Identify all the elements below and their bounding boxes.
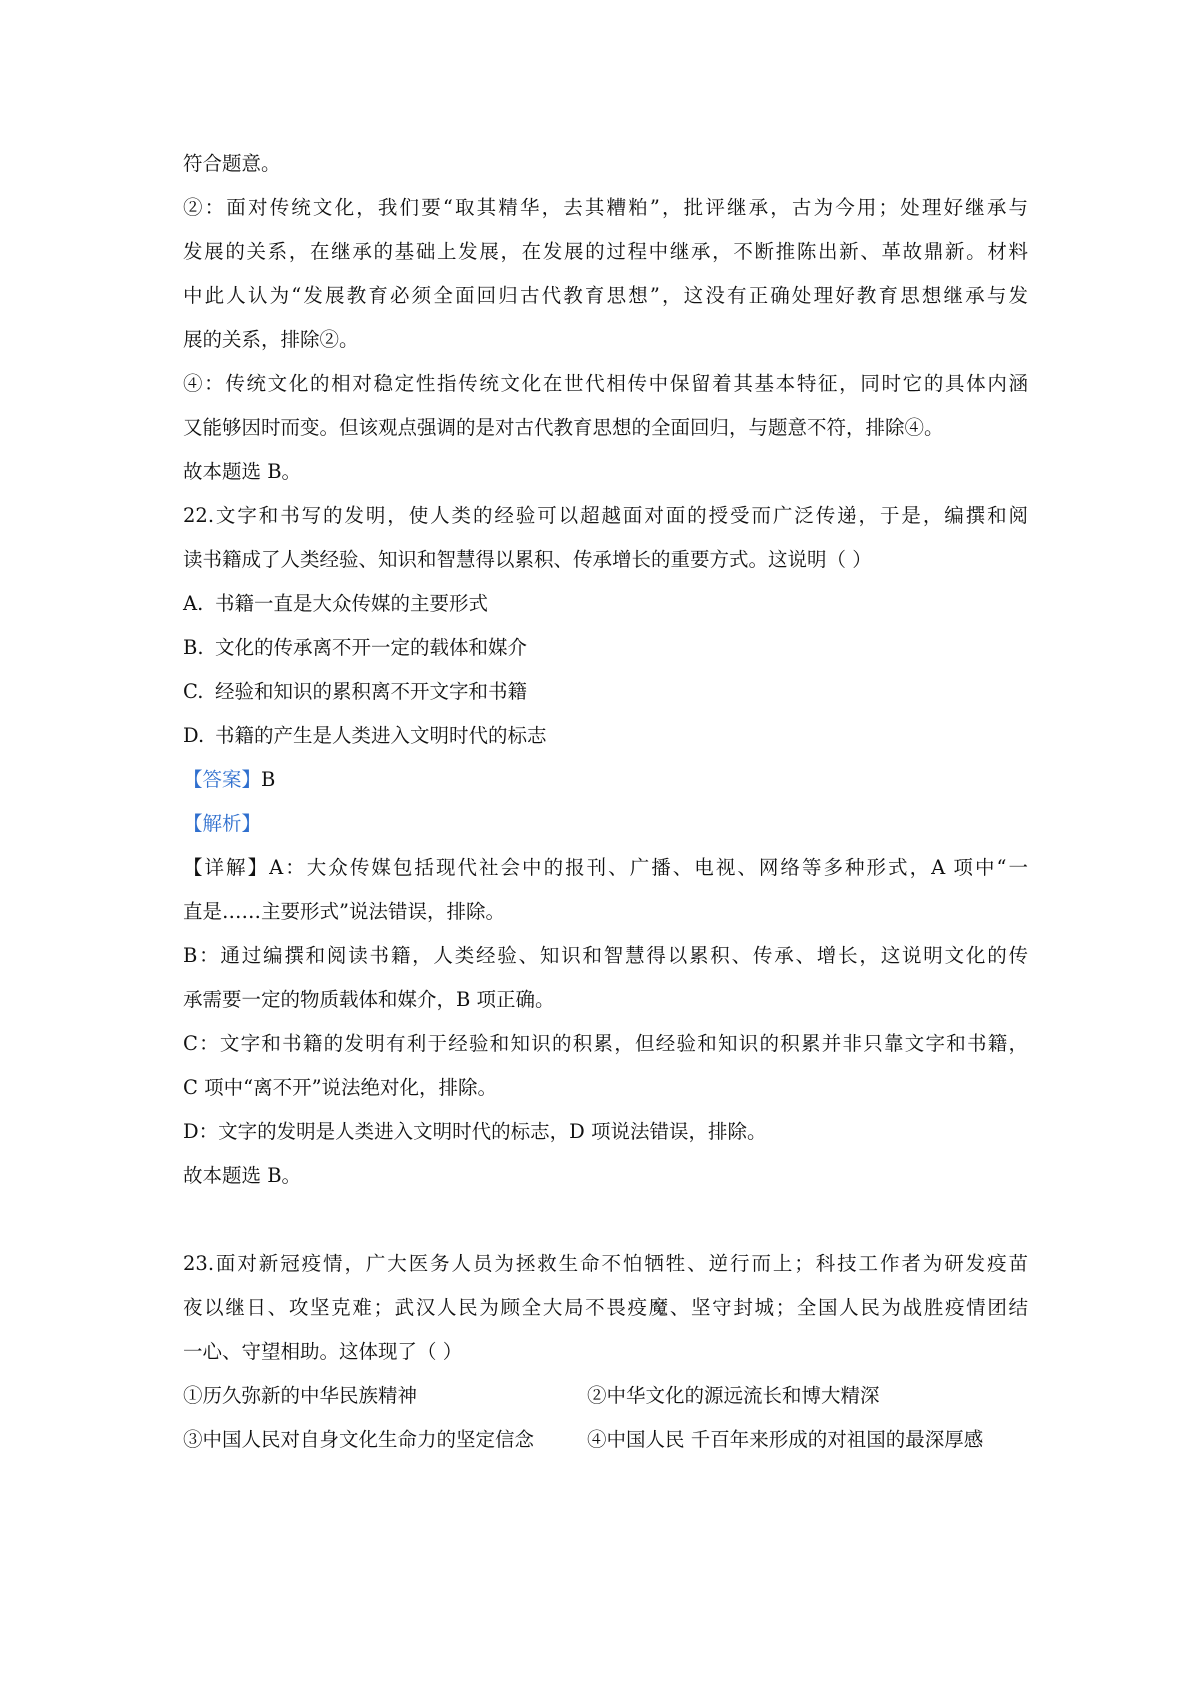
option-text: 书籍一直是大众传媒的主要形式 — [215, 592, 489, 615]
option-text: 书籍的产生是人类进入文明时代的标志 — [215, 724, 547, 747]
answer-value: B — [261, 768, 276, 791]
option-text: 经验和知识的累积离不开文字和书籍 — [215, 680, 528, 703]
q22-detail-a-line1 — [183, 854, 1028, 882]
q22-option-b — [183, 634, 1028, 662]
q21-item2-line3: 中此人认为“发展教育必须全面回归古代教育思想”，这没有正确处理好教育思想继承与发 — [183, 284, 1028, 307]
q23-stem-line3: 一心、守望相助。这体现了（ ） — [183, 1340, 463, 1363]
q22-option-a — [183, 590, 1028, 618]
q22-analysis-heading — [183, 810, 1028, 838]
q22-conclusion: 故本题选 B。 — [183, 1164, 302, 1187]
option-label: D. — [183, 724, 205, 747]
answer-tag: 【答案】 — [183, 768, 262, 791]
option-label: A. — [183, 592, 204, 615]
q22-option-c — [183, 678, 1028, 706]
q22-detail-c-line1: C：文字和书籍的发明有利于经验和知识的积累，但经验和知识的积累并非只靠文字和书籍， — [183, 1032, 1028, 1055]
option-text: 文化的传承离不开一定的载体和媒介 — [215, 636, 528, 659]
q23-stem-line1: 23.面对新冠疫情，广大医务人员为拯救生命不怕牺牲、逆行而上；科技工作者为研发疫苗 — [183, 1252, 1028, 1275]
q21-item4-line1: ④：传统文化的相对稳定性指传统文化在世代相传中保留着其基本特征，同时它的具体内涵 — [183, 372, 1028, 395]
q22-detail-d: D：文字的发明是人类进入文明时代的标志，D 项说法错误，排除。 — [183, 1120, 767, 1143]
q22-detail-c-line2: C 项中“离不开”说法绝对化，排除。 — [183, 1076, 498, 1099]
q22-stem-line1: 22.文字和书写的发明，使人类的经验可以超越面对面的授受而广泛传递，于是，编撰和阅 — [183, 504, 1028, 527]
q23-choices-row1 — [183, 1382, 1028, 1410]
q21-item2-line4: 展的关系，排除②。 — [183, 328, 359, 351]
choice-4: ④中国人民 千百年来形成的对祖国的最深厚感 — [587, 1428, 984, 1451]
detail-tag: 【详解】 — [183, 856, 270, 879]
q22-answer — [183, 766, 1028, 794]
q23-stem-line2: 夜以继日、攻坚克难；武汉人民为顾全大局不畏疫魔、坚守封城；全国人民为战胜疫情团结 — [183, 1296, 1028, 1319]
q22-detail-b-line2: 承需要一定的物质载体和媒介，B 项正确。 — [183, 988, 555, 1011]
q21-item4-line2: 又能够因时而变。但该观点强调的是对古代教育思想的全面回归，与题意不符，排除④。 — [183, 416, 944, 439]
detail-a-text: A：大众传媒包括现代社会中的报刊、广播、电视、网络等多种形式，A 项中“一 — [269, 856, 1028, 879]
q22-detail-a-line2: 直是……主要形式”说法错误，排除。 — [183, 900, 505, 923]
q23-choices-row2 — [183, 1426, 1028, 1454]
option-label: C. — [183, 680, 204, 703]
q21-tail-line: 符合题意。 — [183, 152, 281, 175]
q22-stem-line2: 读书籍成了人类经验、知识和智慧得以累积、传承增长的重要方式。这说明（ ） — [183, 548, 872, 571]
option-label: B. — [183, 636, 204, 659]
choice-3: ③中国人民对自身文化生命力的坚定信念 — [183, 1428, 535, 1451]
choice-1: ①历久弥新的中华民族精神 — [183, 1384, 418, 1407]
analysis-tag: 【解析】 — [183, 812, 262, 835]
q21-item2-line2: 发展的关系，在继承的基础上发展，在发展的过程中继承，不断推陈出新、革故鼎新。材料 — [183, 240, 1028, 263]
q21-conclusion: 故本题选 B。 — [183, 460, 302, 483]
q22-option-d — [183, 722, 1028, 750]
choice-2: ②中华文化的源远流长和博大精深 — [587, 1384, 880, 1407]
q22-detail-b-line1: B：通过编撰和阅读书籍，人类经验、知识和智慧得以累积、传承、增长，这说明文化的传 — [183, 944, 1028, 967]
q21-item2-line1: ②：面对传统文化，我们要“取其精华，去其糟粕”，批评继承，古为今用；处理好继承与 — [183, 196, 1028, 219]
